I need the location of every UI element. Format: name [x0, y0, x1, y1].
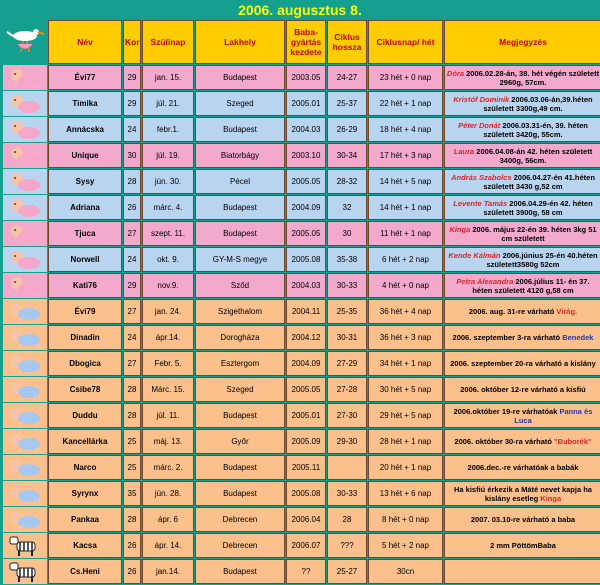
note-part-a: Kinga — [449, 224, 471, 234]
note-part-a: Kristóf Dominik — [453, 94, 510, 104]
cell-age: 24 — [123, 247, 141, 272]
cell-residence: Szeged — [195, 377, 285, 402]
note-part-a: 2006. szeptember 20-ra várható a — [450, 359, 571, 368]
cell-age: 29 — [123, 91, 141, 116]
cell-age: 27 — [123, 299, 141, 324]
cell-birthday: ápr. 6 — [142, 507, 194, 532]
cell-name: Cs.Heni — [48, 559, 122, 584]
cell-age: 26 — [123, 533, 141, 558]
cell-cycle-day: 17 hét + 3 nap — [368, 143, 443, 168]
cell-cycle: 30-34 — [327, 143, 367, 168]
cell-cycle: 30-33 — [327, 273, 367, 298]
cell-notes — [444, 403, 600, 428]
cell-notes — [444, 481, 600, 506]
cell-age: 35 — [123, 481, 141, 506]
table-row — [3, 169, 600, 194]
cell-name: Évi79 — [48, 299, 122, 324]
note-part-b: kisfiú — [566, 385, 586, 394]
table-row — [3, 221, 600, 246]
pink-baby-icon — [3, 247, 47, 272]
cell-age: 24 — [123, 325, 141, 350]
cell-cycle-day: 6 hét + 2 nap — [368, 247, 443, 272]
note-part-b: 2006. május 22-én 39. héten 3kg 51 cm született — [470, 224, 597, 243]
table-row — [3, 247, 600, 272]
pink-baby-icon — [3, 195, 47, 220]
cell-age: 26 — [123, 559, 141, 584]
crawling-baby-icon — [3, 299, 47, 324]
cell-start: 2005.05 — [286, 169, 326, 194]
cell-name: Narco — [48, 455, 122, 480]
table-row — [3, 533, 600, 558]
cell-birthday: júl. 11. — [142, 403, 194, 428]
cell-cycle-day: 30 hét + 5 nap — [368, 377, 443, 402]
note-part-b: kislány — [570, 359, 596, 368]
cell-notes — [444, 169, 600, 194]
cell-residence: Budapest — [195, 221, 285, 246]
note-part-b: "Buborék" — [554, 437, 592, 446]
cell-name: Tjuca — [48, 221, 122, 246]
cell-name: Sysy — [48, 169, 122, 194]
cell-start: 2005.11 — [286, 455, 326, 480]
cell-cycle: 27-29 — [327, 351, 367, 376]
note-part-a: Levente Tamás — [453, 198, 508, 208]
cell-notes — [444, 429, 600, 454]
cell-name: Annácska — [48, 117, 122, 142]
cell-cycle: ??? — [327, 533, 367, 558]
table-row — [3, 429, 600, 454]
crawling-baby-icon — [3, 455, 47, 480]
cell-name: Dinadin — [48, 325, 122, 350]
cell-cycle-day: 8 hét + 0 nap — [368, 507, 443, 532]
cell-residence: Szigethalom — [195, 299, 285, 324]
cell-age: 29 — [123, 65, 141, 90]
note-part-a: 2 mm PöttömBaba — [490, 541, 556, 550]
cell-residence: Pécel — [195, 169, 285, 194]
cell-cycle: 30-31 — [327, 325, 367, 350]
cell-birthday: Márc. 15. — [142, 377, 194, 402]
cell-notes — [444, 507, 600, 532]
cell-notes — [444, 195, 600, 220]
cell-residence: GY-M-S megye — [195, 247, 285, 272]
cell-name: Kati76 — [48, 273, 122, 298]
cell-birthday: Febr. 5. — [142, 351, 194, 376]
cell-cycle: 32 — [327, 195, 367, 220]
cell-birthday: szept. 11. — [142, 221, 194, 246]
cell-cycle: 30-33 — [327, 481, 367, 506]
cell-cycle: 27-30 — [327, 403, 367, 428]
cell-notes — [444, 377, 600, 402]
cell-age: 29 — [123, 273, 141, 298]
cell-start: 2003.10 — [286, 143, 326, 168]
table-row — [3, 507, 600, 532]
note-part-b: 2006.02.28-án, 38. hét végén született 2960g, 57cm. — [464, 68, 600, 87]
note-part-a: 2006. október 12-re várható a — [460, 385, 567, 394]
cell-residence: Budapest — [195, 559, 285, 584]
cell-name: Kacsa — [48, 533, 122, 558]
cell-cycle-day: 36 hét + 4 nap — [368, 299, 443, 324]
table-row — [3, 91, 600, 116]
note-part-a: Laura — [453, 146, 475, 156]
cell-cycle-day: 4 hét + 0 nap — [368, 273, 443, 298]
cell-cycle: 26-29 — [327, 117, 367, 142]
table-row — [3, 403, 600, 428]
cell-age: 25 — [123, 429, 141, 454]
note-part-b: 2006.július 11- én 37. héten született 4120 g,58 cm — [472, 276, 590, 295]
table-row — [3, 195, 600, 220]
cell-name: Duddu — [48, 403, 122, 428]
cell-cycle: 27-28 — [327, 377, 367, 402]
note-part-b: 2006.04.29-én 42. héten született 3900g, 58 cm — [483, 198, 593, 217]
cell-notes — [444, 273, 600, 298]
pink-baby-icon — [3, 221, 47, 246]
cell-notes — [444, 117, 600, 142]
cell-cycle-day: 23 hét + 0 nap — [368, 65, 443, 90]
col-header-residence: Lakhely — [195, 20, 285, 64]
note-part-b: 2006.04.27-én 41.héten született 3430 g,52 cm — [483, 172, 595, 191]
cell-residence: Győr — [195, 429, 285, 454]
note-part-b: Panna és Luca — [514, 406, 593, 425]
cell-birthday: jan. 24. — [142, 299, 194, 324]
note-part-b: Kinga — [540, 493, 562, 503]
cell-cycle: 28 — [327, 507, 367, 532]
col-header-age: Kor — [123, 20, 141, 64]
table-row — [3, 65, 600, 90]
table-row — [3, 143, 600, 168]
cell-birthday: nov.9. — [142, 273, 194, 298]
pink-baby-icon — [3, 169, 47, 194]
cell-cycle-day: 13 hét + 6 nap — [368, 481, 443, 506]
cell-cycle-day: 5 hét + 2 nap — [368, 533, 443, 558]
table-row — [3, 117, 600, 142]
cell-cycle-day: 22 hét + 1 nap — [368, 91, 443, 116]
note-part-a: Péter Donát — [458, 120, 501, 130]
cell-cycle-day: 18 hét + 4 nap — [368, 117, 443, 142]
cell-start: 2004.11 — [286, 299, 326, 324]
cell-age: 28 — [123, 377, 141, 402]
cell-cycle: 25-37 — [327, 91, 367, 116]
crawling-baby-icon — [3, 403, 47, 428]
cell-age: 25 — [123, 455, 141, 480]
cell-birthday: máj. 13. — [142, 429, 194, 454]
table-row — [3, 377, 600, 402]
header-row — [3, 20, 600, 64]
note-part-b: Virág. — [556, 307, 578, 316]
note-part-a: Dóra — [446, 68, 465, 78]
cell-name: Syrynx — [48, 481, 122, 506]
table-row — [3, 455, 600, 480]
note-part-a: 2006.október 19-re várhatóak — [453, 406, 560, 416]
note-part-a: Kende Kálmán — [448, 250, 501, 260]
col-header-notes: Megjegyzés — [444, 20, 600, 64]
cell-birthday: ápr.14. — [142, 325, 194, 350]
cell-residence: Budapest — [195, 455, 285, 480]
cell-cycle: 35-38 — [327, 247, 367, 272]
cell-age: 27 — [123, 221, 141, 246]
cell-age: 28 — [123, 507, 141, 532]
cell-start: 2005.08 — [286, 247, 326, 272]
col-header-cycle: Ciklus hossza — [327, 20, 367, 64]
cell-notes — [444, 455, 600, 480]
cell-notes — [444, 221, 600, 246]
cell-name: Évi77 — [48, 65, 122, 90]
cell-start: 2005.08 — [286, 481, 326, 506]
cell-cycle-day: 29 hét + 5 nap — [368, 403, 443, 428]
cell-start: 2005.01 — [286, 91, 326, 116]
cell-notes — [444, 325, 600, 350]
cell-residence: Budapest — [195, 403, 285, 428]
pink-baby-icon — [3, 65, 47, 90]
cell-cycle-day: 28 hét + 1 nap — [368, 429, 443, 454]
note-part-a: 2007. 03.10-re várható a baba — [470, 515, 576, 524]
col-header-cycle-day: Ciklusnap/ hét — [368, 20, 443, 64]
note-part-b: 2006.június 25-én 40.héten született3580g 52cm — [486, 250, 598, 269]
cell-age: 30 — [123, 143, 141, 168]
cell-birthday: júl. 21. — [142, 91, 194, 116]
cell-residence: Szeged — [195, 91, 285, 116]
cell-name: Norwell — [48, 247, 122, 272]
cell-start: 2005.01 — [286, 403, 326, 428]
cell-birthday: jan.14. — [142, 559, 194, 584]
cell-name: Timika — [48, 91, 122, 116]
crawling-baby-icon — [3, 325, 47, 350]
note-part-b: 2006.03.06-án,39.héten született 3300g,49 cm. — [483, 94, 593, 113]
cell-cycle-day: 20 hét + 1 nap — [368, 455, 443, 480]
cell-residence: Biatorbágy — [195, 143, 285, 168]
table-row — [3, 299, 600, 324]
cell-birthday: jún. 28. — [142, 481, 194, 506]
cell-name: Pankaa — [48, 507, 122, 532]
cell-cycle: 24-27 — [327, 65, 367, 90]
cell-residence: Esztergom — [195, 351, 285, 376]
cell-cycle-day: 11 hét + 1 nap — [368, 221, 443, 246]
col-header-birthday: Szülinap — [142, 20, 194, 64]
cell-start: 2004.09 — [286, 195, 326, 220]
table-row — [3, 559, 600, 584]
cell-birthday: jan. 15. — [142, 65, 194, 90]
cell-cycle: 30 — [327, 221, 367, 246]
note-part-a: Ha kisfiú érkezik a Máté nevet kapja ha kislány esetleg — [454, 484, 592, 503]
note-part-a: András Szabolcs — [451, 172, 512, 182]
cell-cycle-day: 14 hét + 1 nap — [368, 195, 443, 220]
crawling-baby-icon — [3, 377, 47, 402]
note-part-a: 2006. aug. 31-re várható — [468, 307, 557, 316]
cell-start: 2005.05 — [286, 221, 326, 246]
col-header-start: Baba-gyártás kezdete — [286, 20, 326, 64]
cell-notes — [444, 91, 600, 116]
crawling-baby-icon — [3, 429, 47, 454]
cell-residence: Debrecen — [195, 533, 285, 558]
cell-residence: Debrecen — [195, 507, 285, 532]
cell-start: 2004.03 — [286, 117, 326, 142]
note-part-a: 2006.dec.-re várhatóak a babák — [467, 463, 579, 472]
pink-baby-icon — [3, 117, 47, 142]
note-part-b: 2006.04.08-án 42. héten született 3400g, 56cm. — [474, 146, 593, 165]
cell-start: 2005.05 — [286, 377, 326, 402]
cell-cycle: 29-30 — [327, 429, 367, 454]
stork-icon — [3, 20, 47, 64]
zebra-icon — [3, 559, 47, 584]
table-row — [3, 481, 600, 506]
cell-birthday: ápr. 14. — [142, 533, 194, 558]
cell-notes — [444, 247, 600, 272]
col-header-name: Név — [48, 20, 122, 64]
cell-start: 2006.07 — [286, 533, 326, 558]
cell-name: Csibe78 — [48, 377, 122, 402]
page-title: 2006. augusztus 8. — [238, 2, 362, 18]
cell-residence: Budapest — [195, 195, 285, 220]
cell-start: ?? — [286, 559, 326, 584]
note-part-a: 2006. szeptember 3-ra várható — [452, 333, 563, 342]
cell-name: Adriana — [48, 195, 122, 220]
cell-notes — [444, 143, 600, 168]
cell-age: 27 — [123, 351, 141, 376]
baby-table — [2, 19, 600, 585]
table-row — [3, 351, 600, 376]
cell-cycle-day: 36 hét + 3 nap — [368, 325, 443, 350]
cell-residence: Sződ — [195, 273, 285, 298]
note-part-a: 2006. október 30-ra várható — [454, 437, 555, 446]
note-part-b: 2006.03.31-én, 39. héten született 3420g, 55cm. — [483, 120, 588, 139]
cell-cycle: 25-27 — [327, 559, 367, 584]
cell-name: Kancellárka — [48, 429, 122, 454]
cell-age: 24 — [123, 117, 141, 142]
pink-baby-icon — [3, 273, 47, 298]
cell-start: 2004.09 — [286, 351, 326, 376]
cell-birthday: márc. 2. — [142, 455, 194, 480]
cell-notes — [444, 559, 600, 584]
cell-cycle: 25-35 — [327, 299, 367, 324]
cell-residence: Dorogháza — [195, 325, 285, 350]
crawling-baby-icon — [3, 507, 47, 532]
table-row — [3, 325, 600, 350]
cell-notes — [444, 65, 600, 90]
cell-age: 28 — [123, 169, 141, 194]
cell-start: 2004.12 — [286, 325, 326, 350]
cell-notes — [444, 299, 600, 324]
cell-cycle-day: 14 hét + 5 nap — [368, 169, 443, 194]
cell-age: 28 — [123, 403, 141, 428]
cell-birthday: okt. 9. — [142, 247, 194, 272]
cell-name: Unique — [48, 143, 122, 168]
cell-notes — [444, 351, 600, 376]
cell-cycle-day: 34 hét + 1 nap — [368, 351, 443, 376]
cell-start: 2005.09 — [286, 429, 326, 454]
cell-start: 2004.03 — [286, 273, 326, 298]
note-part-a: Petra Alexandra — [456, 276, 514, 286]
crawling-baby-icon — [3, 481, 47, 506]
table-row — [3, 273, 600, 298]
crawling-baby-icon — [3, 351, 47, 376]
cell-start: 2003.05 — [286, 65, 326, 90]
cell-cycle-day: 30cn — [368, 559, 443, 584]
cell-birthday: jún. 30. — [142, 169, 194, 194]
cell-name: Dbogica — [48, 351, 122, 376]
note-part-b: Benedek — [562, 333, 594, 342]
cell-residence: Budapest — [195, 65, 285, 90]
zebra-icon — [3, 533, 47, 558]
pink-baby-icon — [3, 91, 47, 116]
pink-baby-icon — [3, 143, 47, 168]
cell-residence: Budapest — [195, 481, 285, 506]
cell-cycle — [327, 455, 367, 480]
cell-notes — [444, 533, 600, 558]
cell-cycle: 28-32 — [327, 169, 367, 194]
cell-birthday: márc. 4. — [142, 195, 194, 220]
cell-age: 26 — [123, 195, 141, 220]
cell-birthday: febr.1. — [142, 117, 194, 142]
cell-start: 2006.04 — [286, 507, 326, 532]
cell-birthday: júl. 19. — [142, 143, 194, 168]
cell-residence: Budapest — [195, 117, 285, 142]
